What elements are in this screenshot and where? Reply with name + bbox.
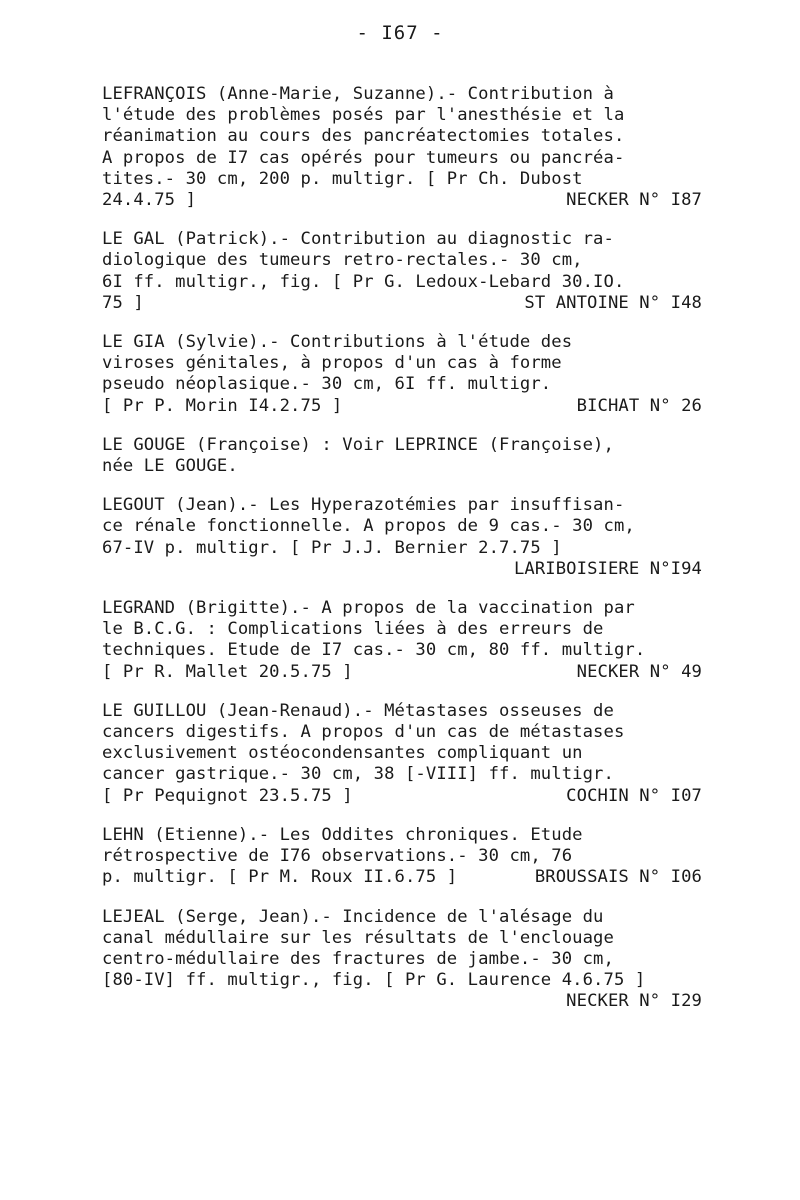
entry-location: ST ANTOINE N° I48 xyxy=(524,292,702,313)
entry-line: LEJEAL (Serge, Jean).- Incidence de l'alésage du xyxy=(102,906,604,927)
entry-line: née LE GOUGE. xyxy=(102,456,238,477)
entry-line: LEHN (Etienne).- Les Oddites chroniques. Etude xyxy=(102,824,583,845)
entry-location: BROUSSAIS N° I06 xyxy=(534,867,702,888)
entry-line: viroses génitales, à propos d'un cas à forme xyxy=(102,353,562,374)
entry-line: diologique des tumeurs retro-rectales.- 30 cm, xyxy=(102,250,583,271)
entry-line: A propos de I7 cas opérés pour tumeurs ou pancréa- xyxy=(102,147,625,168)
entry-le-guillou xyxy=(102,701,702,807)
entry-line: centro-médullaire des fractures de jambe.- 30 cm, xyxy=(102,948,614,969)
entry-legout xyxy=(102,495,702,580)
entry-line: réanimation au cours des pancréatectomies totales. xyxy=(102,126,625,147)
entry-line: LEGOUT (Jean).- Les Hyperazotémies par insuffisan- xyxy=(102,495,625,516)
entry-line: l'étude des problèmes posés par l'anesthésie et la xyxy=(102,105,625,126)
page-number: - I67 - xyxy=(356,22,444,44)
entry-legrand xyxy=(102,598,702,683)
entry-line: cancer gastrique.- 30 cm, 38 [-VIII] ff. multigr. xyxy=(102,764,614,785)
entry-line: LE GOUGE (Françoise) : Voir LEPRINCE (Françoise), xyxy=(102,434,614,455)
entry-last-line-row xyxy=(102,190,702,211)
entry-last-line-row xyxy=(102,396,702,417)
entry-line: LEFRANÇOIS (Anne-Marie, Suzanne).- Contribution à xyxy=(102,84,614,104)
entry-line: LE GIA (Sylvie).- Contributions à l'étude des xyxy=(102,332,573,353)
entry-location: COCHIN N° I07 xyxy=(566,785,702,806)
entry-line: LEGRAND (Brigitte).- A propos de la vaccination par xyxy=(102,598,635,619)
entry-last-line-row xyxy=(102,867,702,888)
entry-le-gal xyxy=(102,229,702,314)
entry-line: 6I ff. multigr., fig. [ Pr G. Ledoux-Lebard 30.IO. xyxy=(102,271,625,292)
entry-line: exclusivement ostéocondensantes compliquant un xyxy=(102,743,583,764)
entry-lefrancois xyxy=(102,84,702,211)
entry-location: BICHAT N° 26 xyxy=(576,395,702,416)
entry-lejeal xyxy=(102,907,702,1013)
entry-line: LE GAL (Patrick).- Contribution au diagnostic ra- xyxy=(102,229,614,250)
entry-last-line: [ Pr Pequignot 23.5.75 ] xyxy=(102,785,353,806)
entry-last-line: [ Pr R. Mallet 20.5.75 ] xyxy=(102,661,353,682)
entry-line: le B.C.G. : Complications liées à des erreurs de xyxy=(102,619,604,640)
entry-location: NECKER N° I87 xyxy=(566,190,702,211)
entry-line: 67-IV p. multigr. [ Pr J.J. Bernier 2.7.75 ] xyxy=(102,537,562,558)
entry-last-line: 24.4.75 ] xyxy=(102,190,197,211)
entry-last-line: 75 ] xyxy=(102,292,144,313)
entry-line: tites.- 30 cm, 200 p. multigr. [ Pr Ch. Dubost xyxy=(102,168,583,189)
entry-location: NECKER N° I29 xyxy=(566,991,702,1012)
entry-last-line-row xyxy=(102,786,702,807)
entry-line: [80-IV] ff. multigr., fig. [ Pr G. Laurence 4.6.75 ] xyxy=(102,970,646,991)
entry-line: ce rénale fonctionnelle. A propos de 9 cas.- 30 cm, xyxy=(102,516,635,537)
entry-last-line-row xyxy=(102,293,702,314)
entry-line: LE GUILLOU (Jean-Renaud).- Métastases osseuses de xyxy=(102,700,614,721)
entry-location: NECKER N° 49 xyxy=(576,661,702,682)
entry-last-line: [ Pr P. Morin I4.2.75 ] xyxy=(102,395,343,416)
entry-location: LARIBOISIERE N°I94 xyxy=(513,558,702,579)
entry-le-gouge xyxy=(102,435,702,477)
entry-le-gia xyxy=(102,332,702,417)
entry-line: cancers digestifs. A propos d'un cas de métastases xyxy=(102,722,625,743)
entry-line: pseudo néoplasique.- 30 cm, 6I ff. multigr. xyxy=(102,374,552,395)
entry-line: rétrospective de I76 observations.- 30 cm, 76 xyxy=(102,846,573,867)
entry-line: canal médullaire sur les résultats de l'enclouage xyxy=(102,927,614,948)
entry-line: techniques. Etude de I7 cas.- 30 cm, 80 ff. multigr. xyxy=(102,640,646,661)
entry-last-line-row xyxy=(102,662,702,683)
entry-last-line: p. multigr. [ Pr M. Roux II.6.75 ] xyxy=(102,867,458,888)
entries-list xyxy=(102,84,702,1031)
entry-lehn xyxy=(102,825,702,889)
